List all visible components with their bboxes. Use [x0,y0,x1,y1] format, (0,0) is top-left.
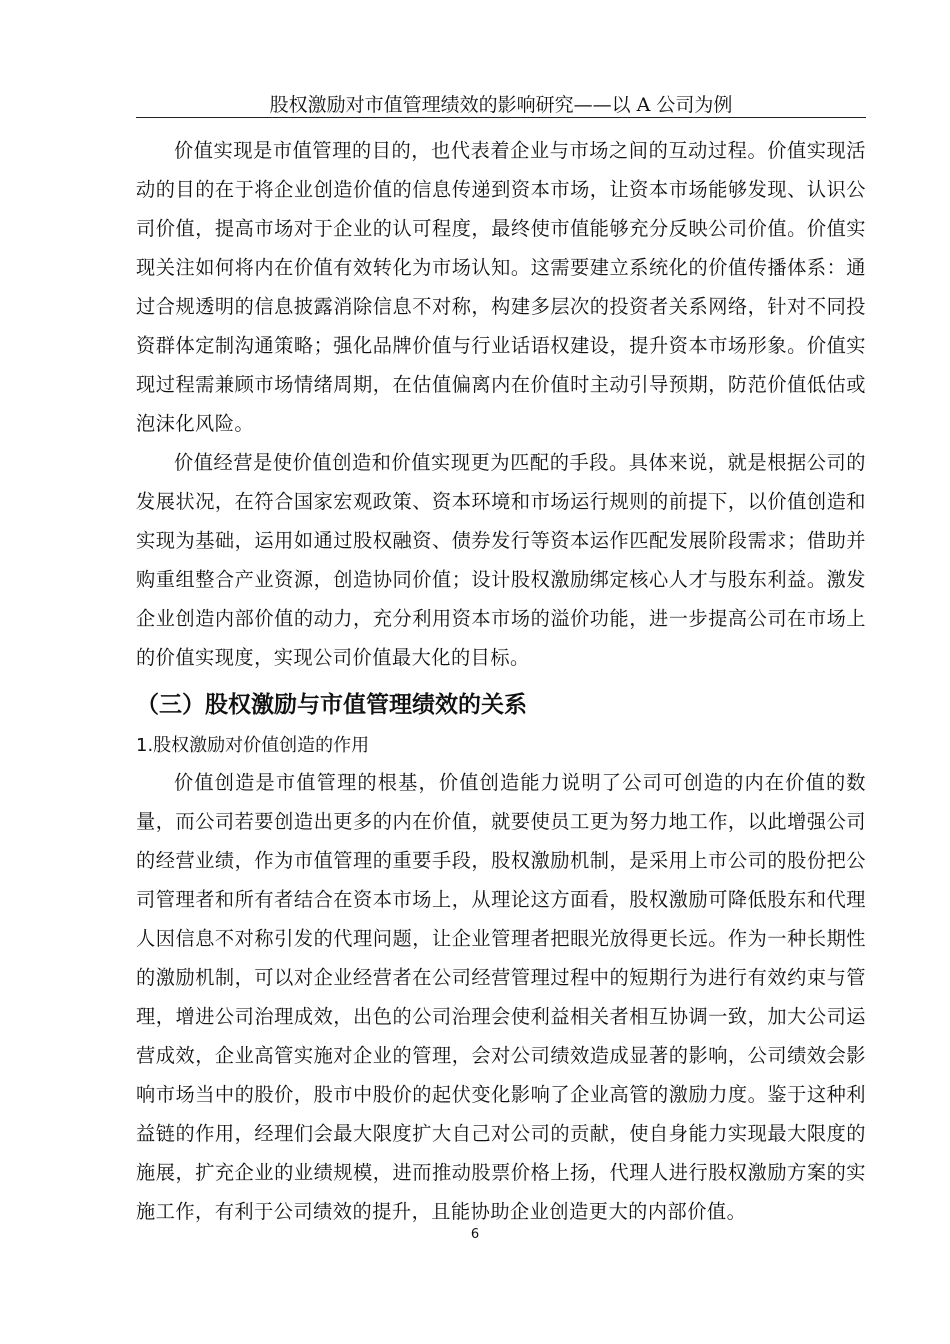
running-header: 股权激励对市值管理绩效的影响研究——以 A 公司为例 [269,94,733,116]
page-body [136,131,866,1231]
page-number: 6 [470,1227,480,1242]
paragraph-value-operation: 价值经营是使价值创造和价值实现更为匹配的手段。具体来说，就是根据公司的发展状况，在符合国家宏观政策、资本环境和市场运行规则的前提下，以价值创造和实现为基础，运用如通过股权融资、债券发行等资本运作匹配发展阶段需求；借助并购重组整合产业资源，创造协同价值；设计股权激励绑定核心人才与股东利益。激发企业创造内部价值的动力，充分利用资本市场的溢价功能，进一步提高公司在市场上的价值实现度，实现公司价值最大化的目标。 [136,451,866,669]
header-divider [136,117,866,118]
paragraph-value-creation: 价值创造是市值管理的根基，价值创造能力说明了公司可创造的内在价值的数量，而公司若要创造出更多的内在价值，就要使员工更为努力地工作，以此增强公司的经营业绩，作为市值管理的重要手段，股权激励机制，是采用上市公司的股份把公司管理者和所有者结合在资本市场上，从理论这方面看，股权激励可降低股东和代理人因信息不对称引发的代理问题，让企业管理者把眼光放得更长远。作为一种长期性的激励机制，可以对企业经营者在公司经营管理过程中的短期行为进行有效约束与管理，增进公司治理成效，出色的公司治理会使利益相关者相互协调一致，加大公司运营成效，企业高管实施对企业的管理，会对公司绩效造成显著的影响，公司绩效会影响市场当中的股价，股市中股价的起伏变化影响了企业高管的激励力度。鉴于这种利益链的作用，经理们会最大限度扩大自己对公司的贡献，使自身能力实现最大限度的施展，扩充企业的业绩规模，进而推动股票价格上扬，代理人进行股权激励方案的实施工作，有利于公司绩效的提升，且能协助企业创造更大的内部价值。 [136,771,866,1223]
subsection-heading: 1.股权激励对价值创造的作用 [136,735,370,756]
section-heading: （三）股权激励与市值管理绩效的关系 [136,692,527,718]
paragraph-value-realization: 价值实现是市值管理的目的，也代表着企业与市场之间的互动过程。价值实现活动的目的在于将企业创造价值的信息传递到资本市场，让资本市场能够发现、认识公司价值，提高市场对于企业的认可程度，最终使市值能够充分反映公司价值。价值实现关注如何将内在价值有效转化为市场认知。这需要建立系统化的价值传播体系：通过合规透明的信息披露消除信息不对称，构建多层次的投资者关系网络，针对不同投资群体定制沟通策略；强化品牌价值与行业话语权建设，提升资本市场形象。价值实现过程需兼顾市场情绪周期，在估值偏离内在价值时主动引导预期，防范价值低估或泡沫化风险。 [136,139,866,435]
